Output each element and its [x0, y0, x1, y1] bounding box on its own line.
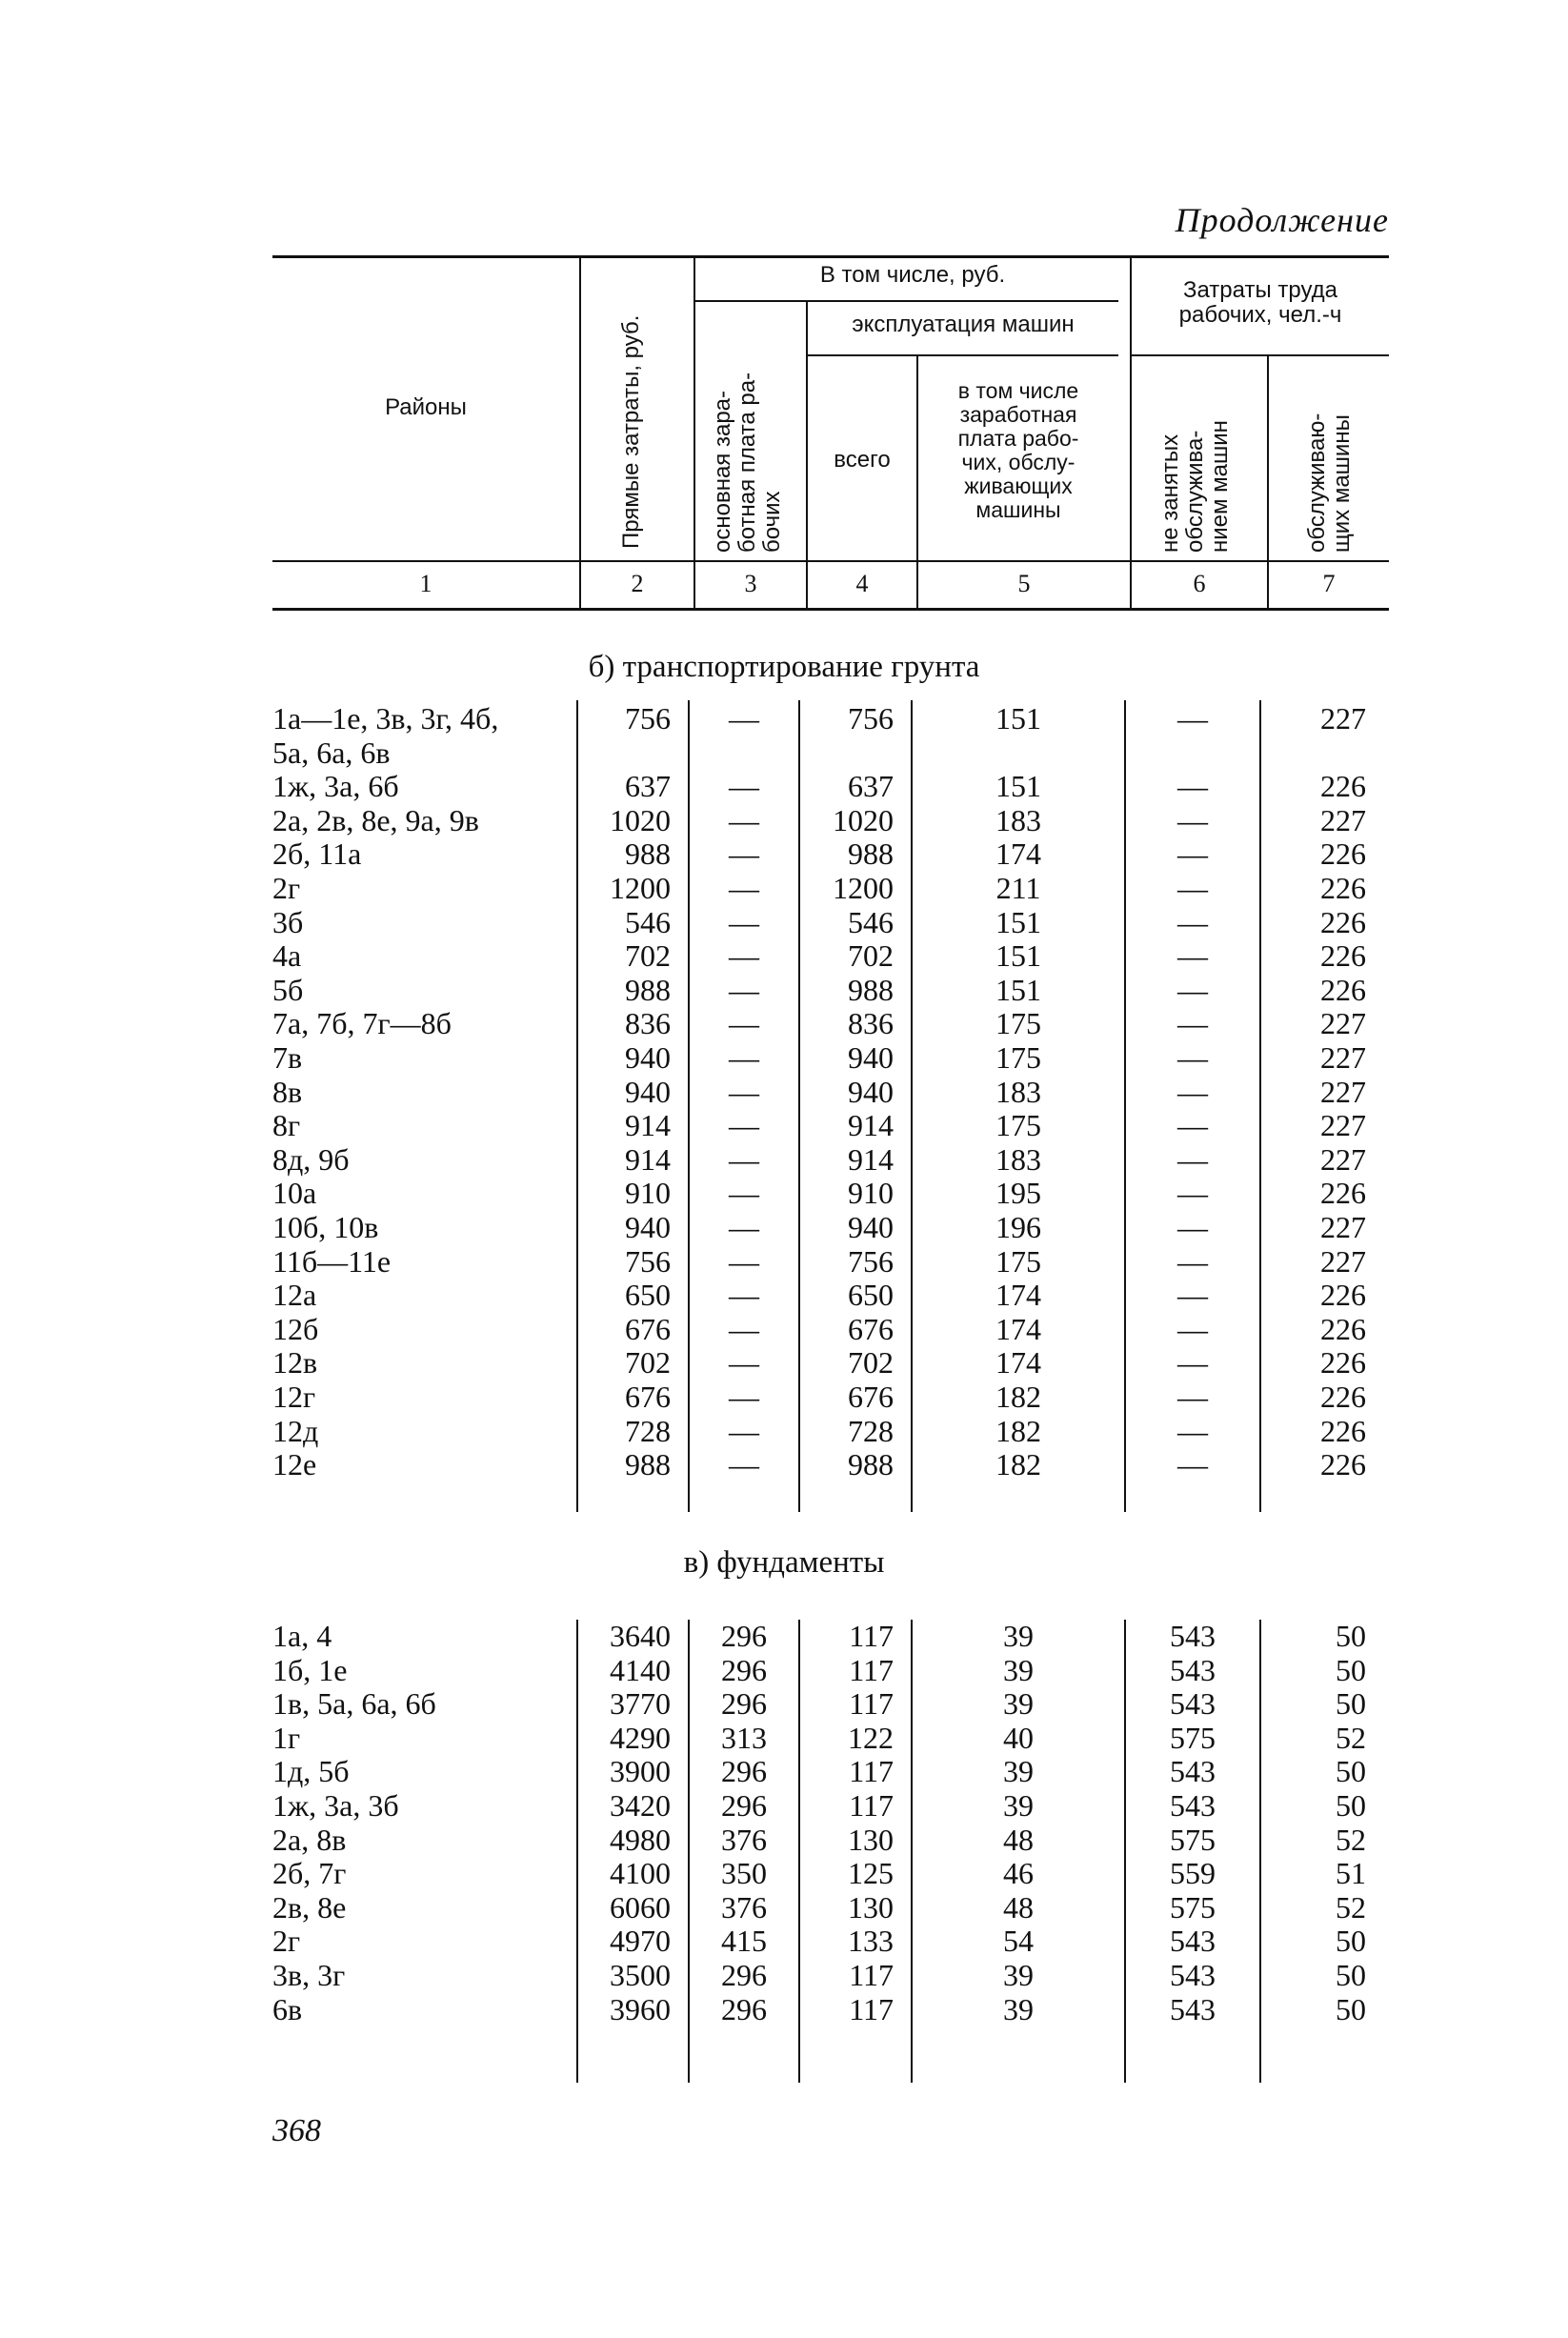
- value-cell-4: 117: [849, 1686, 894, 1722]
- value-cell-6: 543: [1170, 1958, 1216, 1992]
- including-wage-line1: в том числе: [957, 378, 1079, 403]
- region-cell: 3в, 3г: [272, 1958, 346, 1992]
- value-cell-5: 182: [995, 1447, 1041, 1482]
- colnum-6: 6: [1193, 570, 1206, 597]
- value-cell-5: 174: [995, 1278, 1041, 1313]
- value-cell-7: 227: [1320, 701, 1366, 736]
- region-cell: 8д, 9б: [272, 1141, 350, 1177]
- value-cell-4: 117: [849, 1652, 894, 1687]
- including-wage-line2: заработная: [959, 402, 1077, 427]
- section-title-foundations: в) фундаменты: [683, 1545, 885, 1580]
- value-cell-3: 296: [721, 1686, 767, 1722]
- value-cell-4: 125: [848, 1856, 894, 1891]
- region-cell: 2а, 8в: [272, 1822, 347, 1857]
- value-cell-7: 226: [1320, 1278, 1366, 1313]
- value-cell-4: 117: [849, 1991, 894, 2026]
- value-cell-7: 50: [1336, 1619, 1366, 1653]
- value-cell-5: 175: [995, 1040, 1041, 1075]
- body-sep-b-2: [688, 700, 690, 1512]
- value-cell-6: —: [1177, 1006, 1208, 1041]
- value-cell-4: 637: [848, 769, 894, 804]
- value-cell-5: 195: [995, 1176, 1041, 1211]
- value-cell-5: 175: [995, 1108, 1041, 1143]
- including-rub-header: В том числе, руб.: [819, 262, 1006, 288]
- region-cell: 1а, 4: [272, 1619, 332, 1653]
- value-cell-2: 637: [625, 769, 671, 804]
- value-cell-7: 226: [1320, 938, 1366, 974]
- value-cell-6: —: [1177, 701, 1208, 736]
- value-cell-7: 50: [1336, 1686, 1366, 1722]
- value-cell-6: —: [1177, 1243, 1208, 1279]
- value-cell-5: 54: [1003, 1924, 1034, 1959]
- colnum-5: 5: [1017, 570, 1031, 597]
- region-cell: 7а, 7б, 7г—8б: [272, 1006, 452, 1041]
- value-cell-7: 226: [1320, 972, 1366, 1007]
- value-cell-4: 130: [848, 1822, 894, 1857]
- labor-costs-header: [1132, 278, 1389, 328]
- value-cell-5: 151: [995, 701, 1041, 736]
- body-sep-v-6: [1259, 1620, 1261, 2083]
- region-cell: 11б—11е: [272, 1243, 392, 1279]
- value-cell-6: —: [1177, 1141, 1208, 1177]
- body-sep-b-1: [576, 700, 578, 1512]
- value-cell-3: —: [729, 1141, 759, 1177]
- value-cell-5: 183: [995, 802, 1041, 837]
- page-number: 368: [272, 2113, 321, 2148]
- value-cell-7: 227: [1320, 1108, 1366, 1143]
- value-cell-3: —: [729, 1311, 759, 1346]
- value-cell-7: 227: [1320, 1141, 1366, 1177]
- value-cell-2: 702: [625, 938, 671, 974]
- value-cell-5: 174: [995, 1345, 1041, 1381]
- not-engaged-header: не занятых обслужива- нием машин: [1157, 420, 1233, 553]
- value-cell-5: 39: [1003, 1652, 1034, 1687]
- value-cell-3: —: [729, 836, 759, 872]
- region-cell: 12а: [272, 1278, 317, 1313]
- value-cell-7: 226: [1320, 836, 1366, 872]
- value-cell-7: 227: [1320, 1074, 1366, 1109]
- value-cell-3: 350: [721, 1856, 767, 1891]
- value-cell-5: 39: [1003, 1686, 1034, 1722]
- value-cell-2: 3420: [610, 1788, 671, 1823]
- value-cell-6: —: [1177, 1278, 1208, 1313]
- value-cell-5: 151: [995, 938, 1041, 974]
- value-cell-7: 227: [1320, 1040, 1366, 1075]
- value-cell-6: —: [1177, 1176, 1208, 1211]
- value-cell-3: —: [729, 871, 759, 905]
- value-cell-5: 39: [1003, 1788, 1034, 1823]
- value-cell-3: 296: [721, 1652, 767, 1687]
- colnum-7: 7: [1322, 570, 1336, 597]
- value-cell-2: 988: [625, 972, 671, 1007]
- direct-costs-header: Прямые затраты, руб.: [618, 314, 644, 549]
- value-cell-3: —: [729, 1176, 759, 1211]
- value-cell-6: —: [1177, 1447, 1208, 1482]
- region-cell: 8в: [272, 1074, 303, 1109]
- value-cell-3: —: [729, 769, 759, 804]
- value-cell-7: 50: [1336, 1788, 1366, 1823]
- value-cell-7: 226: [1320, 1176, 1366, 1211]
- value-cell-4: 940: [848, 1074, 894, 1109]
- value-cell-2: 4980: [610, 1822, 671, 1857]
- value-cell-4: 940: [848, 1210, 894, 1244]
- labor-costs-line2: рабочих, чел.-ч: [1178, 302, 1342, 328]
- value-cell-3: —: [729, 1006, 759, 1041]
- value-cell-4: 546: [848, 904, 894, 939]
- value-cell-2: 988: [625, 1447, 671, 1482]
- value-cell-7: 226: [1320, 1311, 1366, 1346]
- value-cell-2: 3960: [610, 1991, 671, 2026]
- value-cell-3: —: [729, 1413, 759, 1448]
- value-cell-2: 650: [625, 1278, 671, 1313]
- value-cell-7: 51: [1336, 1856, 1366, 1891]
- value-cell-7: 226: [1320, 769, 1366, 804]
- value-cell-3: 296: [721, 1754, 767, 1789]
- value-cell-2: 3500: [610, 1958, 671, 1992]
- value-cell-7: 226: [1320, 904, 1366, 939]
- value-cell-3: —: [729, 802, 759, 837]
- including-wage-line3: плата рабо-: [957, 426, 1079, 451]
- value-cell-6: —: [1177, 938, 1208, 974]
- value-cell-4: 756: [848, 1243, 894, 1279]
- value-cell-6: —: [1177, 1380, 1208, 1414]
- value-cell-2: 940: [625, 1040, 671, 1075]
- value-cell-6: 543: [1170, 1991, 1216, 2026]
- region-cell: 2г: [272, 1924, 301, 1959]
- machine-operation-header: эксплуатация машин: [852, 312, 1075, 337]
- value-cell-7: 50: [1336, 1924, 1366, 1959]
- value-cell-5: 174: [995, 1311, 1041, 1346]
- colnum-bottom-rule: [272, 608, 1389, 611]
- body-sep-v-4: [911, 1620, 913, 2083]
- value-cell-3: —: [729, 1040, 759, 1075]
- value-cell-7: 226: [1320, 1380, 1366, 1414]
- value-cell-6: —: [1177, 1074, 1208, 1109]
- value-cell-4: 1020: [833, 802, 894, 837]
- value-cell-3: 296: [721, 1619, 767, 1653]
- value-cell-6: —: [1177, 972, 1208, 1007]
- region-cell: 12д: [272, 1413, 319, 1448]
- body-sep-b-6: [1259, 700, 1261, 1512]
- header-sep-2: [694, 255, 695, 610]
- value-cell-7: 52: [1336, 1822, 1366, 1857]
- region-cell: 12г: [272, 1380, 316, 1414]
- region-cell: 12в: [272, 1345, 318, 1381]
- value-cell-3: —: [729, 1243, 759, 1279]
- region-cell: 1ж, 3а, 6б: [272, 769, 399, 804]
- header-bottom-rule: [272, 560, 1389, 562]
- value-cell-2: 6060: [610, 1889, 671, 1925]
- servicing-header: обслуживаю- щих машины: [1304, 413, 1355, 553]
- value-cell-6: —: [1177, 802, 1208, 837]
- including-wage-line4: чих, обслу-: [961, 450, 1075, 474]
- region-cell: 4а: [272, 938, 302, 974]
- region-cell: 2б, 11а: [272, 836, 362, 872]
- region-cell: 10а: [272, 1176, 317, 1211]
- value-cell-5: 196: [995, 1210, 1041, 1244]
- value-cell-7: 52: [1336, 1720, 1366, 1755]
- value-cell-4: 130: [848, 1889, 894, 1925]
- value-cell-7: 50: [1336, 1652, 1366, 1687]
- colnum-1: 1: [419, 570, 432, 597]
- region-cell: 2г: [272, 871, 301, 905]
- value-cell-4: 117: [849, 1958, 894, 1992]
- value-cell-4: 988: [848, 1447, 894, 1482]
- including-wage-line5: живающих: [964, 474, 1073, 498]
- value-cell-3: 313: [721, 1720, 767, 1755]
- value-cell-6: 575: [1170, 1720, 1216, 1755]
- region-cell: 12е: [272, 1447, 317, 1482]
- region-cell: 12б: [272, 1311, 319, 1346]
- value-cell-3: 296: [721, 1991, 767, 2026]
- region-cell: 3б: [272, 904, 304, 939]
- value-cell-2: 702: [625, 1345, 671, 1381]
- body-sep-b-3: [798, 700, 800, 1512]
- value-cell-4: 988: [848, 972, 894, 1007]
- value-cell-7: 227: [1320, 802, 1366, 837]
- header-top-rule: [272, 255, 1389, 258]
- value-cell-2: 728: [625, 1413, 671, 1448]
- value-cell-7: 227: [1320, 1210, 1366, 1244]
- value-cell-3: —: [729, 1447, 759, 1482]
- value-cell-6: —: [1177, 769, 1208, 804]
- value-cell-4: 910: [848, 1176, 894, 1211]
- including-rub-rule: [694, 300, 1118, 302]
- value-cell-4: 702: [848, 938, 894, 974]
- value-cell-2: 1200: [610, 871, 671, 905]
- value-cell-7: 227: [1320, 1243, 1366, 1279]
- value-cell-5: 151: [995, 972, 1041, 1007]
- labor-costs-rule: [1132, 354, 1389, 356]
- region-cell: 10б, 10в: [272, 1210, 379, 1244]
- value-cell-6: 575: [1170, 1822, 1216, 1857]
- machine-operation-rule: [808, 354, 1118, 356]
- value-cell-5: 175: [995, 1243, 1041, 1279]
- value-cell-3: —: [729, 1074, 759, 1109]
- value-cell-2: 3640: [610, 1619, 671, 1653]
- value-cell-3: 376: [721, 1889, 767, 1925]
- value-cell-5: 48: [1003, 1889, 1034, 1925]
- value-cell-2: 4140: [610, 1652, 671, 1687]
- value-cell-3: —: [729, 1108, 759, 1143]
- region-cell: 1ж, 3а, 3б: [272, 1788, 399, 1823]
- value-cell-3: —: [729, 972, 759, 1007]
- value-cell-7: 52: [1336, 1889, 1366, 1925]
- value-cell-4: 702: [848, 1345, 894, 1381]
- continuation-label: Продолжение: [1175, 201, 1389, 239]
- colnum-3: 3: [744, 570, 757, 597]
- value-cell-2: 676: [625, 1380, 671, 1414]
- value-cell-2: 836: [625, 1006, 671, 1041]
- value-cell-3: 296: [721, 1958, 767, 1992]
- value-cell-5: 39: [1003, 1619, 1034, 1653]
- value-cell-6: —: [1177, 1345, 1208, 1381]
- value-cell-7: 226: [1320, 1345, 1366, 1381]
- region-cell: 1д, 5б: [272, 1754, 350, 1789]
- value-cell-6: 543: [1170, 1686, 1216, 1722]
- value-cell-5: 174: [995, 836, 1041, 872]
- region-cell: 7в: [272, 1040, 303, 1075]
- value-cell-4: 756: [848, 701, 894, 736]
- total-header: всего: [834, 447, 891, 473]
- body-sep-v-5: [1124, 1620, 1126, 2083]
- value-cell-3: —: [729, 1210, 759, 1244]
- value-cell-4: 988: [848, 836, 894, 872]
- value-cell-4: 117: [849, 1788, 894, 1823]
- value-cell-2: 914: [625, 1108, 671, 1143]
- including-wage-line6: машины: [975, 497, 1061, 522]
- value-cell-7: 50: [1336, 1754, 1366, 1789]
- value-cell-6: —: [1177, 1311, 1208, 1346]
- value-cell-4: 122: [848, 1720, 894, 1755]
- region-cell: 1в, 5а, 6а, 6б: [272, 1686, 436, 1722]
- value-cell-5: 39: [1003, 1958, 1034, 1992]
- value-cell-5: 183: [995, 1074, 1041, 1109]
- region-cell: 1б, 1е: [272, 1652, 348, 1687]
- section-title-transport: б) транспортирование грунта: [588, 650, 980, 684]
- value-cell-3: 376: [721, 1822, 767, 1857]
- region-cell: 8г: [272, 1108, 301, 1143]
- value-cell-4: 117: [849, 1754, 894, 1789]
- value-cell-2: 4970: [610, 1924, 671, 1959]
- value-cell-4: 1200: [833, 871, 894, 905]
- value-cell-2: 756: [625, 1243, 671, 1279]
- value-cell-5: 39: [1003, 1754, 1034, 1789]
- value-cell-7: 227: [1320, 1006, 1366, 1041]
- colnum-4: 4: [855, 570, 869, 597]
- value-cell-5: 151: [995, 769, 1041, 804]
- regions-header: Районы: [385, 394, 467, 420]
- value-cell-3: —: [729, 1345, 759, 1381]
- region-cell: 5а, 6а, 6в: [272, 735, 391, 770]
- value-cell-3: —: [729, 904, 759, 939]
- value-cell-6: —: [1177, 1210, 1208, 1244]
- value-cell-5: 182: [995, 1413, 1041, 1448]
- value-cell-6: 543: [1170, 1924, 1216, 1959]
- value-cell-2: 4100: [610, 1856, 671, 1891]
- value-cell-2: 676: [625, 1311, 671, 1346]
- body-sep-b-5: [1124, 700, 1126, 1512]
- value-cell-3: —: [729, 1278, 759, 1313]
- value-cell-3: —: [729, 938, 759, 974]
- region-cell: 1а—1е, 3в, 3г, 4б,: [272, 701, 499, 736]
- value-cell-6: 543: [1170, 1652, 1216, 1687]
- value-cell-2: 3770: [610, 1686, 671, 1722]
- value-cell-2: 910: [625, 1176, 671, 1211]
- value-cell-2: 756: [625, 701, 671, 736]
- value-cell-4: 914: [848, 1108, 894, 1143]
- value-cell-6: 559: [1170, 1856, 1216, 1891]
- value-cell-6: —: [1177, 871, 1208, 905]
- body-sep-b-4: [911, 700, 913, 1512]
- colnum-2: 2: [631, 570, 644, 597]
- value-cell-6: 543: [1170, 1619, 1216, 1653]
- value-cell-2: 546: [625, 904, 671, 939]
- value-cell-3: —: [729, 701, 759, 736]
- value-cell-2: 914: [625, 1141, 671, 1177]
- value-cell-4: 914: [848, 1141, 894, 1177]
- value-cell-4: 133: [848, 1924, 894, 1959]
- value-cell-5: 46: [1003, 1856, 1034, 1891]
- region-cell: 2б, 7г: [272, 1856, 347, 1891]
- including-wage-header: [918, 379, 1118, 522]
- value-cell-4: 650: [848, 1278, 894, 1313]
- value-cell-5: 39: [1003, 1991, 1034, 2026]
- region-cell: 2в, 8е: [272, 1889, 347, 1925]
- value-cell-6: —: [1177, 1040, 1208, 1075]
- labor-costs-line1: Затраты труда: [1182, 277, 1337, 303]
- value-cell-7: 50: [1336, 1958, 1366, 1992]
- value-cell-5: 182: [995, 1380, 1041, 1414]
- body-sep-v-2: [688, 1620, 690, 2083]
- value-cell-7: 226: [1320, 871, 1366, 905]
- body-sep-v-3: [798, 1620, 800, 2083]
- value-cell-4: 676: [848, 1380, 894, 1414]
- base-wage-header: основная зара- ботная плата ра- бочих: [710, 372, 785, 553]
- value-cell-6: —: [1177, 1413, 1208, 1448]
- value-cell-7: 226: [1320, 1447, 1366, 1482]
- region-cell: 6в: [272, 1991, 303, 2026]
- value-cell-2: 3900: [610, 1754, 671, 1789]
- value-cell-3: 415: [721, 1924, 767, 1959]
- header-sep-1: [579, 255, 581, 610]
- value-cell-6: —: [1177, 836, 1208, 872]
- value-cell-7: 226: [1320, 1413, 1366, 1448]
- value-cell-5: 151: [995, 904, 1041, 939]
- value-cell-5: 175: [995, 1006, 1041, 1041]
- region-cell: 2а, 2в, 8е, 9а, 9в: [272, 802, 479, 837]
- body-sep-v-1: [576, 1620, 578, 2083]
- value-cell-2: 988: [625, 836, 671, 872]
- value-cell-3: —: [729, 1380, 759, 1414]
- value-cell-5: 48: [1003, 1822, 1034, 1857]
- value-cell-5: 183: [995, 1141, 1041, 1177]
- value-cell-7: 50: [1336, 1991, 1366, 2026]
- value-cell-5: 211: [995, 871, 1041, 905]
- region-cell: 1г: [272, 1720, 301, 1755]
- value-cell-6: —: [1177, 904, 1208, 939]
- value-cell-4: 117: [849, 1619, 894, 1653]
- value-cell-6: 543: [1170, 1754, 1216, 1789]
- value-cell-2: 940: [625, 1074, 671, 1109]
- value-cell-4: 676: [848, 1311, 894, 1346]
- region-cell: 5б: [272, 972, 304, 1007]
- value-cell-4: 728: [848, 1413, 894, 1448]
- value-cell-2: 4290: [610, 1720, 671, 1755]
- value-cell-4: 940: [848, 1040, 894, 1075]
- value-cell-6: 575: [1170, 1889, 1216, 1925]
- value-cell-4: 836: [848, 1006, 894, 1041]
- value-cell-6: —: [1177, 1108, 1208, 1143]
- value-cell-2: 940: [625, 1210, 671, 1244]
- value-cell-5: 40: [1003, 1720, 1034, 1755]
- value-cell-3: 296: [721, 1788, 767, 1823]
- value-cell-6: 543: [1170, 1788, 1216, 1823]
- value-cell-2: 1020: [610, 802, 671, 837]
